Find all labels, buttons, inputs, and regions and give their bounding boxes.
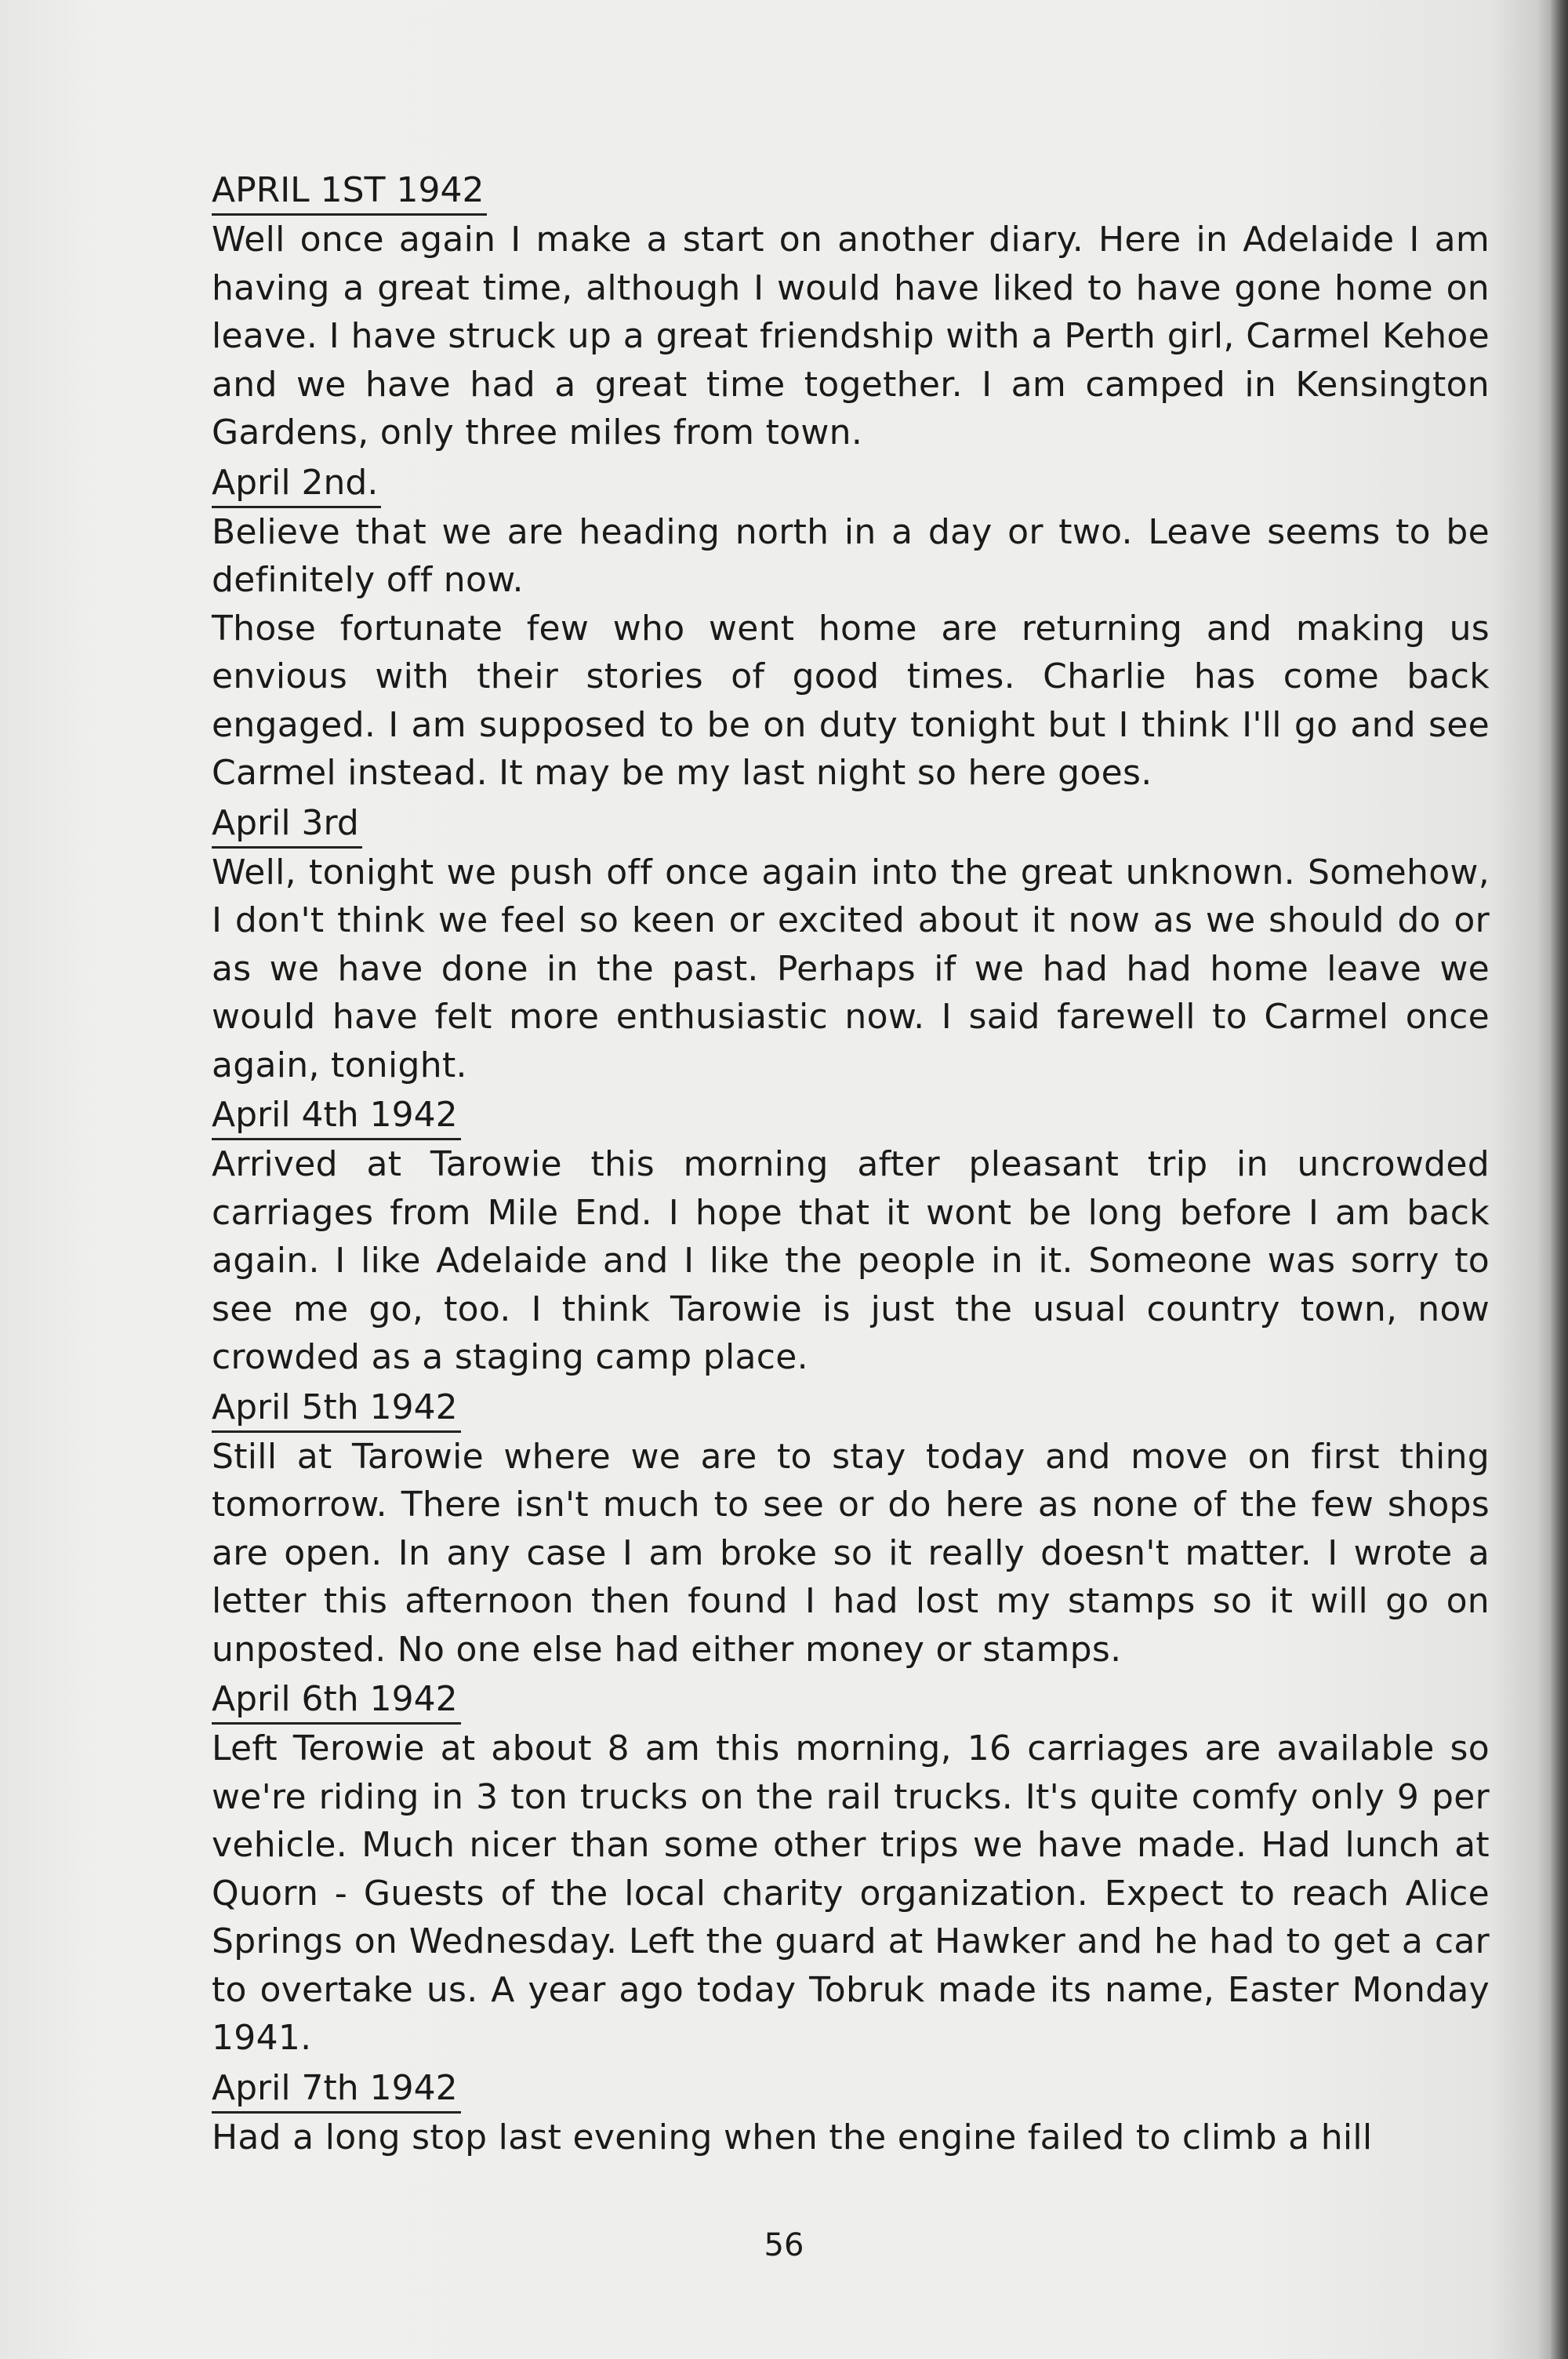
entry-text: Arrived at Tarowie this morning after pleasant trip in uncrowded carriages from Mile End. I hope that it wont be long before I am back again. I like Adelaide and I like the people in it. Someone was sorry to see me go, too. I think Tarowie is just the usual country town, now crowded as a staging camp place. bbox=[212, 1144, 1490, 1377]
diary-entry bbox=[212, 1674, 1490, 2063]
entry-date: April 3rd bbox=[212, 801, 362, 849]
entry-text: Left Terowie at about 8 am this morning, 16 carriages are available so we're riding in 3 ton trucks on the rail trucks. It's quite comfy only 9 per vehicle. Much nicer than some other trips we have made. Had lunch at Quorn - Guests of the local charity organization. Expect to reach Alice Springs on Wednesday. Left the guard at Hawker and he had to get a car to overtake us. A year ago today Tobruk made its name, Easter Monday 1941. bbox=[212, 1728, 1490, 2058]
diary-entry bbox=[212, 457, 1490, 605]
entry-date: April 4th 1942 bbox=[212, 1092, 461, 1140]
diary-entry bbox=[212, 798, 1490, 1090]
diary-entry bbox=[212, 1089, 1490, 1382]
entry-date: April 2nd. bbox=[212, 460, 381, 508]
entry-text: Still at Tarowie where we are to stay today and move on first thing tomorrow. There isn't much to see or do here as none of the few shops are open. In any case I am broke so it really doesn't matter. I wrote a letter this afternoon then found I had lost my stamps so it will go on unposted. No one else had either money or stamps. bbox=[212, 1436, 1490, 1670]
entry-date: April 6th 1942 bbox=[212, 1677, 461, 1725]
entry-date: April 7th 1942 bbox=[212, 2066, 461, 2114]
entry-date: April 5th 1942 bbox=[212, 1385, 461, 1433]
entry-text: Believe that we are heading north in a day or two. Leave seems to be definitely off now. bbox=[212, 511, 1490, 600]
page-number: 56 bbox=[764, 2227, 804, 2263]
entry-date: APRIL 1ST 1942 bbox=[212, 168, 487, 216]
diary-entry bbox=[212, 165, 1490, 457]
entry-text: Those fortunate few who went home are returning and making us envious with their stories of good times. Charlie has come back engaged. I am supposed to be on duty tonight but I think I'll go and see Carmel instead. It may be my last night so here goes. bbox=[212, 608, 1490, 793]
diary-entry bbox=[212, 2063, 1490, 2162]
diary-text-block bbox=[212, 165, 1490, 2161]
entry-text: Well once again I make a start on another diary. Here in Adelaide I am having a great time, although I would have liked to have gone home on leave. I have struck up a great friendship with a Perth girl, Carmel Kehoe and we have had a great time together. I am camped in Kensington Gardens, only three miles from town. bbox=[212, 220, 1490, 453]
diary-entry bbox=[212, 1382, 1490, 1674]
entry-text: Had a long stop last evening when the engine failed to climb a hill bbox=[212, 2117, 1373, 2157]
entry-text: Well, tonight we push off once again into the great unknown. Somehow, I don't think we feel so keen or excited about it now as we should do or as we have done in the past. Perhaps if we had had home leave we would have felt more enthusiastic now. I said farewell to Carmel once again, tonight. bbox=[212, 852, 1490, 1085]
diary-entry bbox=[212, 605, 1490, 798]
page-edge-shadow bbox=[1551, 0, 1568, 2359]
